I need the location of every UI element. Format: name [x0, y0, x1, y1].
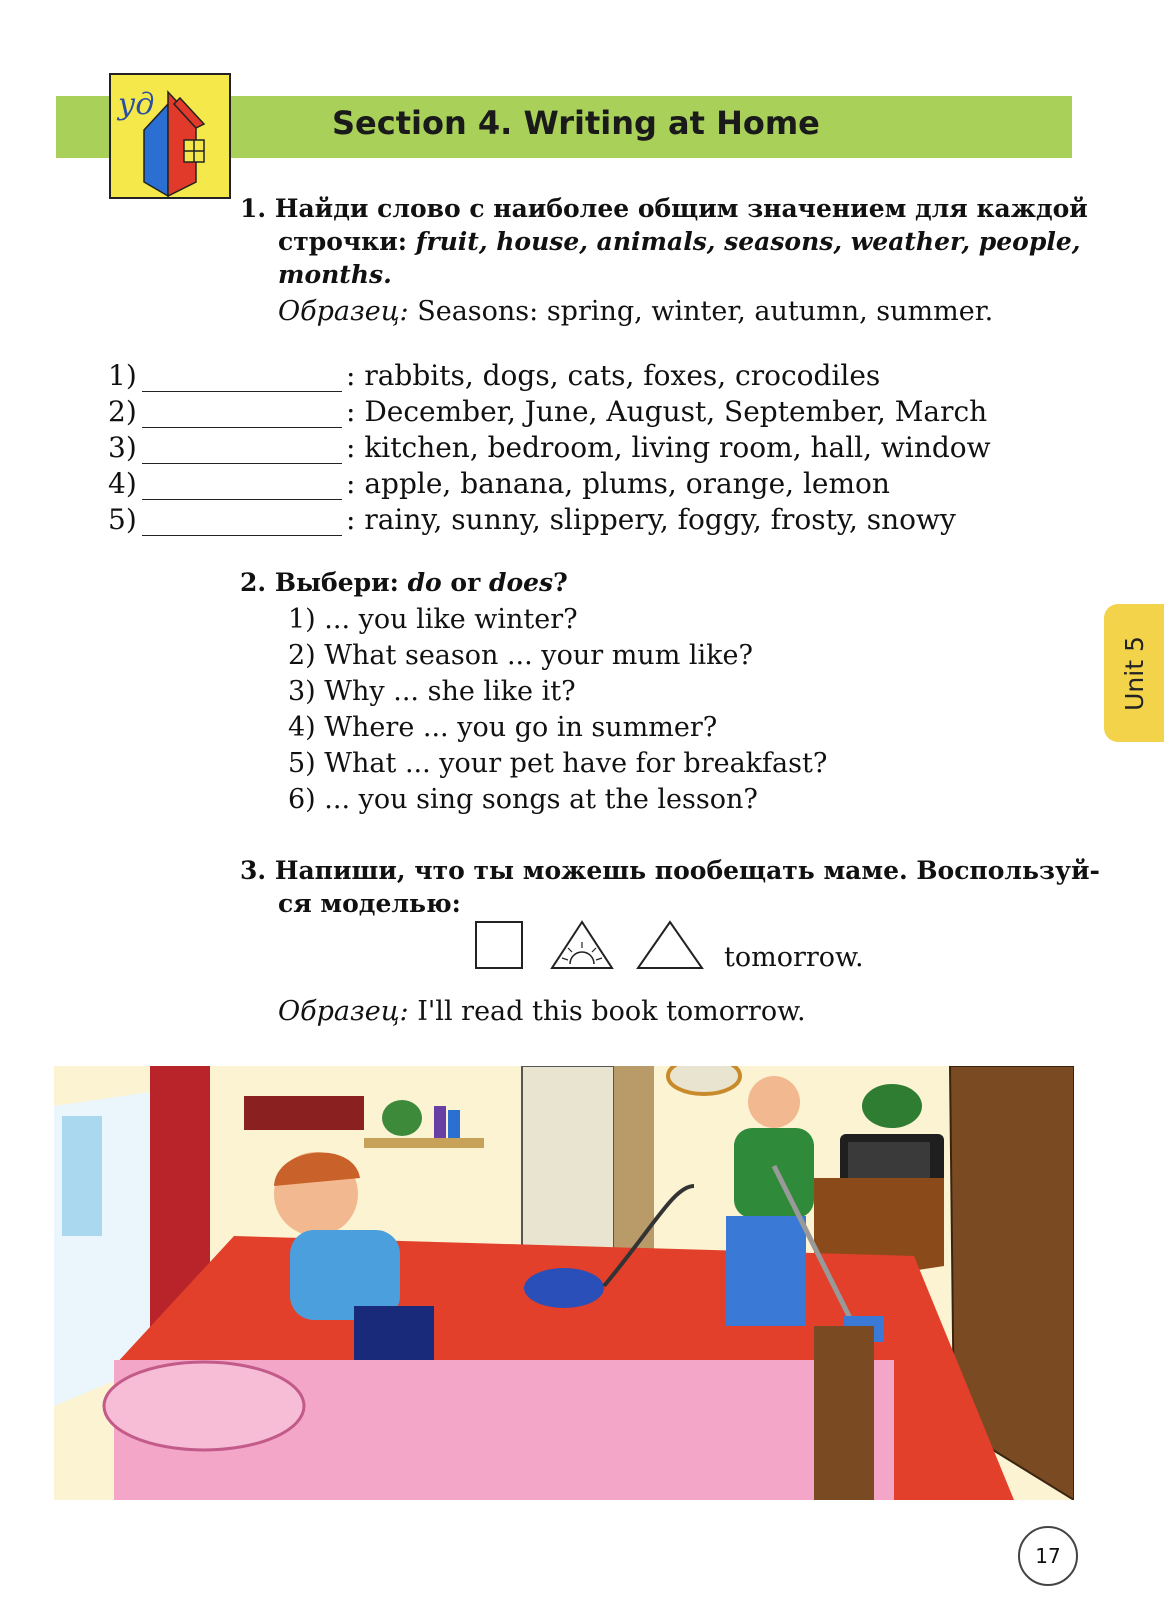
answer-blank[interactable]	[142, 509, 342, 536]
list-item	[108, 500, 956, 536]
item-index: 1)	[108, 359, 137, 392]
exercise-1-model	[278, 296, 993, 327]
item-text: : December, June, August, September, March	[346, 395, 988, 428]
list-item	[108, 464, 890, 500]
exercise-2-prefix: Выбери:	[274, 568, 408, 597]
model-word: tomorrow.	[724, 942, 864, 973]
unit-tab-label: Unit 5	[1119, 635, 1149, 711]
exercise-3-line1: Напиши, что ты можешь пообещать маме. Воспользуй-	[274, 856, 1100, 885]
exercise-1-number: 1.	[240, 194, 267, 223]
list-item	[108, 356, 880, 392]
answer-blank[interactable]	[142, 473, 342, 500]
exercise-3-model	[278, 996, 806, 1027]
exercise-1-line1: Найди слово с наиболее общим значением для каждой	[274, 194, 1088, 223]
answer-blank[interactable]	[142, 401, 342, 428]
exercise-2-number: 2.	[240, 568, 267, 597]
exercise-1-category-words-end: months.	[278, 260, 392, 289]
item-text: : kitchen, bedroom, living room, hall, window	[346, 431, 991, 464]
exercise-1-line2-prefix: строчки:	[278, 227, 416, 256]
list-item: 2) What season ... your mum like?	[288, 640, 753, 671]
exercise-2-instruction	[240, 566, 568, 599]
model-text: I'll read this book tomorrow.	[408, 996, 806, 1027]
item-text: : rabbits, dogs, cats, foxes, crocodiles	[346, 359, 881, 392]
list-item: 4) Where ... you go in summer?	[288, 712, 718, 743]
word-or: or	[441, 568, 489, 597]
item-index: 3)	[108, 431, 137, 464]
svg-text:уд: уд	[118, 87, 155, 122]
section-title: Section 4. Writing at Home	[332, 104, 820, 142]
item-text: : apple, banana, plums, orange, lemon	[346, 467, 890, 500]
list-item: 5) What ... your pet have for breakfast?	[288, 748, 828, 779]
triangle-sun-icon	[552, 922, 612, 968]
exercise-1-category-words: fruit, house, animals, seasons, weather, people,	[415, 227, 1081, 256]
unit-tab-label-wrap	[1108, 604, 1160, 742]
answer-blank[interactable]	[142, 437, 342, 464]
item-index: 2)	[108, 395, 137, 428]
exercise-1-instruction	[240, 192, 1088, 291]
room-cleaning-illustration	[54, 1066, 1074, 1500]
word-does: does	[488, 568, 554, 597]
item-index: 4)	[108, 467, 137, 500]
model-icons	[470, 918, 720, 978]
list-item: 3) Why ... she like it?	[288, 676, 576, 707]
answer-blank[interactable]	[142, 365, 342, 392]
model-label: Образец:	[278, 296, 409, 327]
list-item	[108, 428, 991, 464]
exercise-3-line2: ся моделью:	[278, 889, 461, 918]
question-mark: ?	[553, 568, 568, 597]
item-index: 5)	[108, 503, 137, 536]
page-number: 17	[1018, 1526, 1078, 1586]
model-label: Образец:	[278, 996, 409, 1027]
list-item	[108, 392, 987, 428]
model-text: Seasons: spring, winter, autumn, summer.	[408, 296, 994, 327]
triangle-icon	[638, 922, 702, 968]
exercise-3-number: 3.	[240, 856, 267, 885]
list-item: 6) ... you sing songs at the lesson?	[288, 784, 758, 815]
house-letters-logo-icon	[108, 72, 232, 200]
square-icon	[476, 922, 522, 968]
list-item: 1) ... you like winter?	[288, 604, 578, 635]
word-do: do	[407, 568, 442, 597]
exercise-3-instruction	[240, 854, 1100, 920]
item-text: : rainy, sunny, slippery, foggy, frosty, snowy	[346, 503, 956, 536]
